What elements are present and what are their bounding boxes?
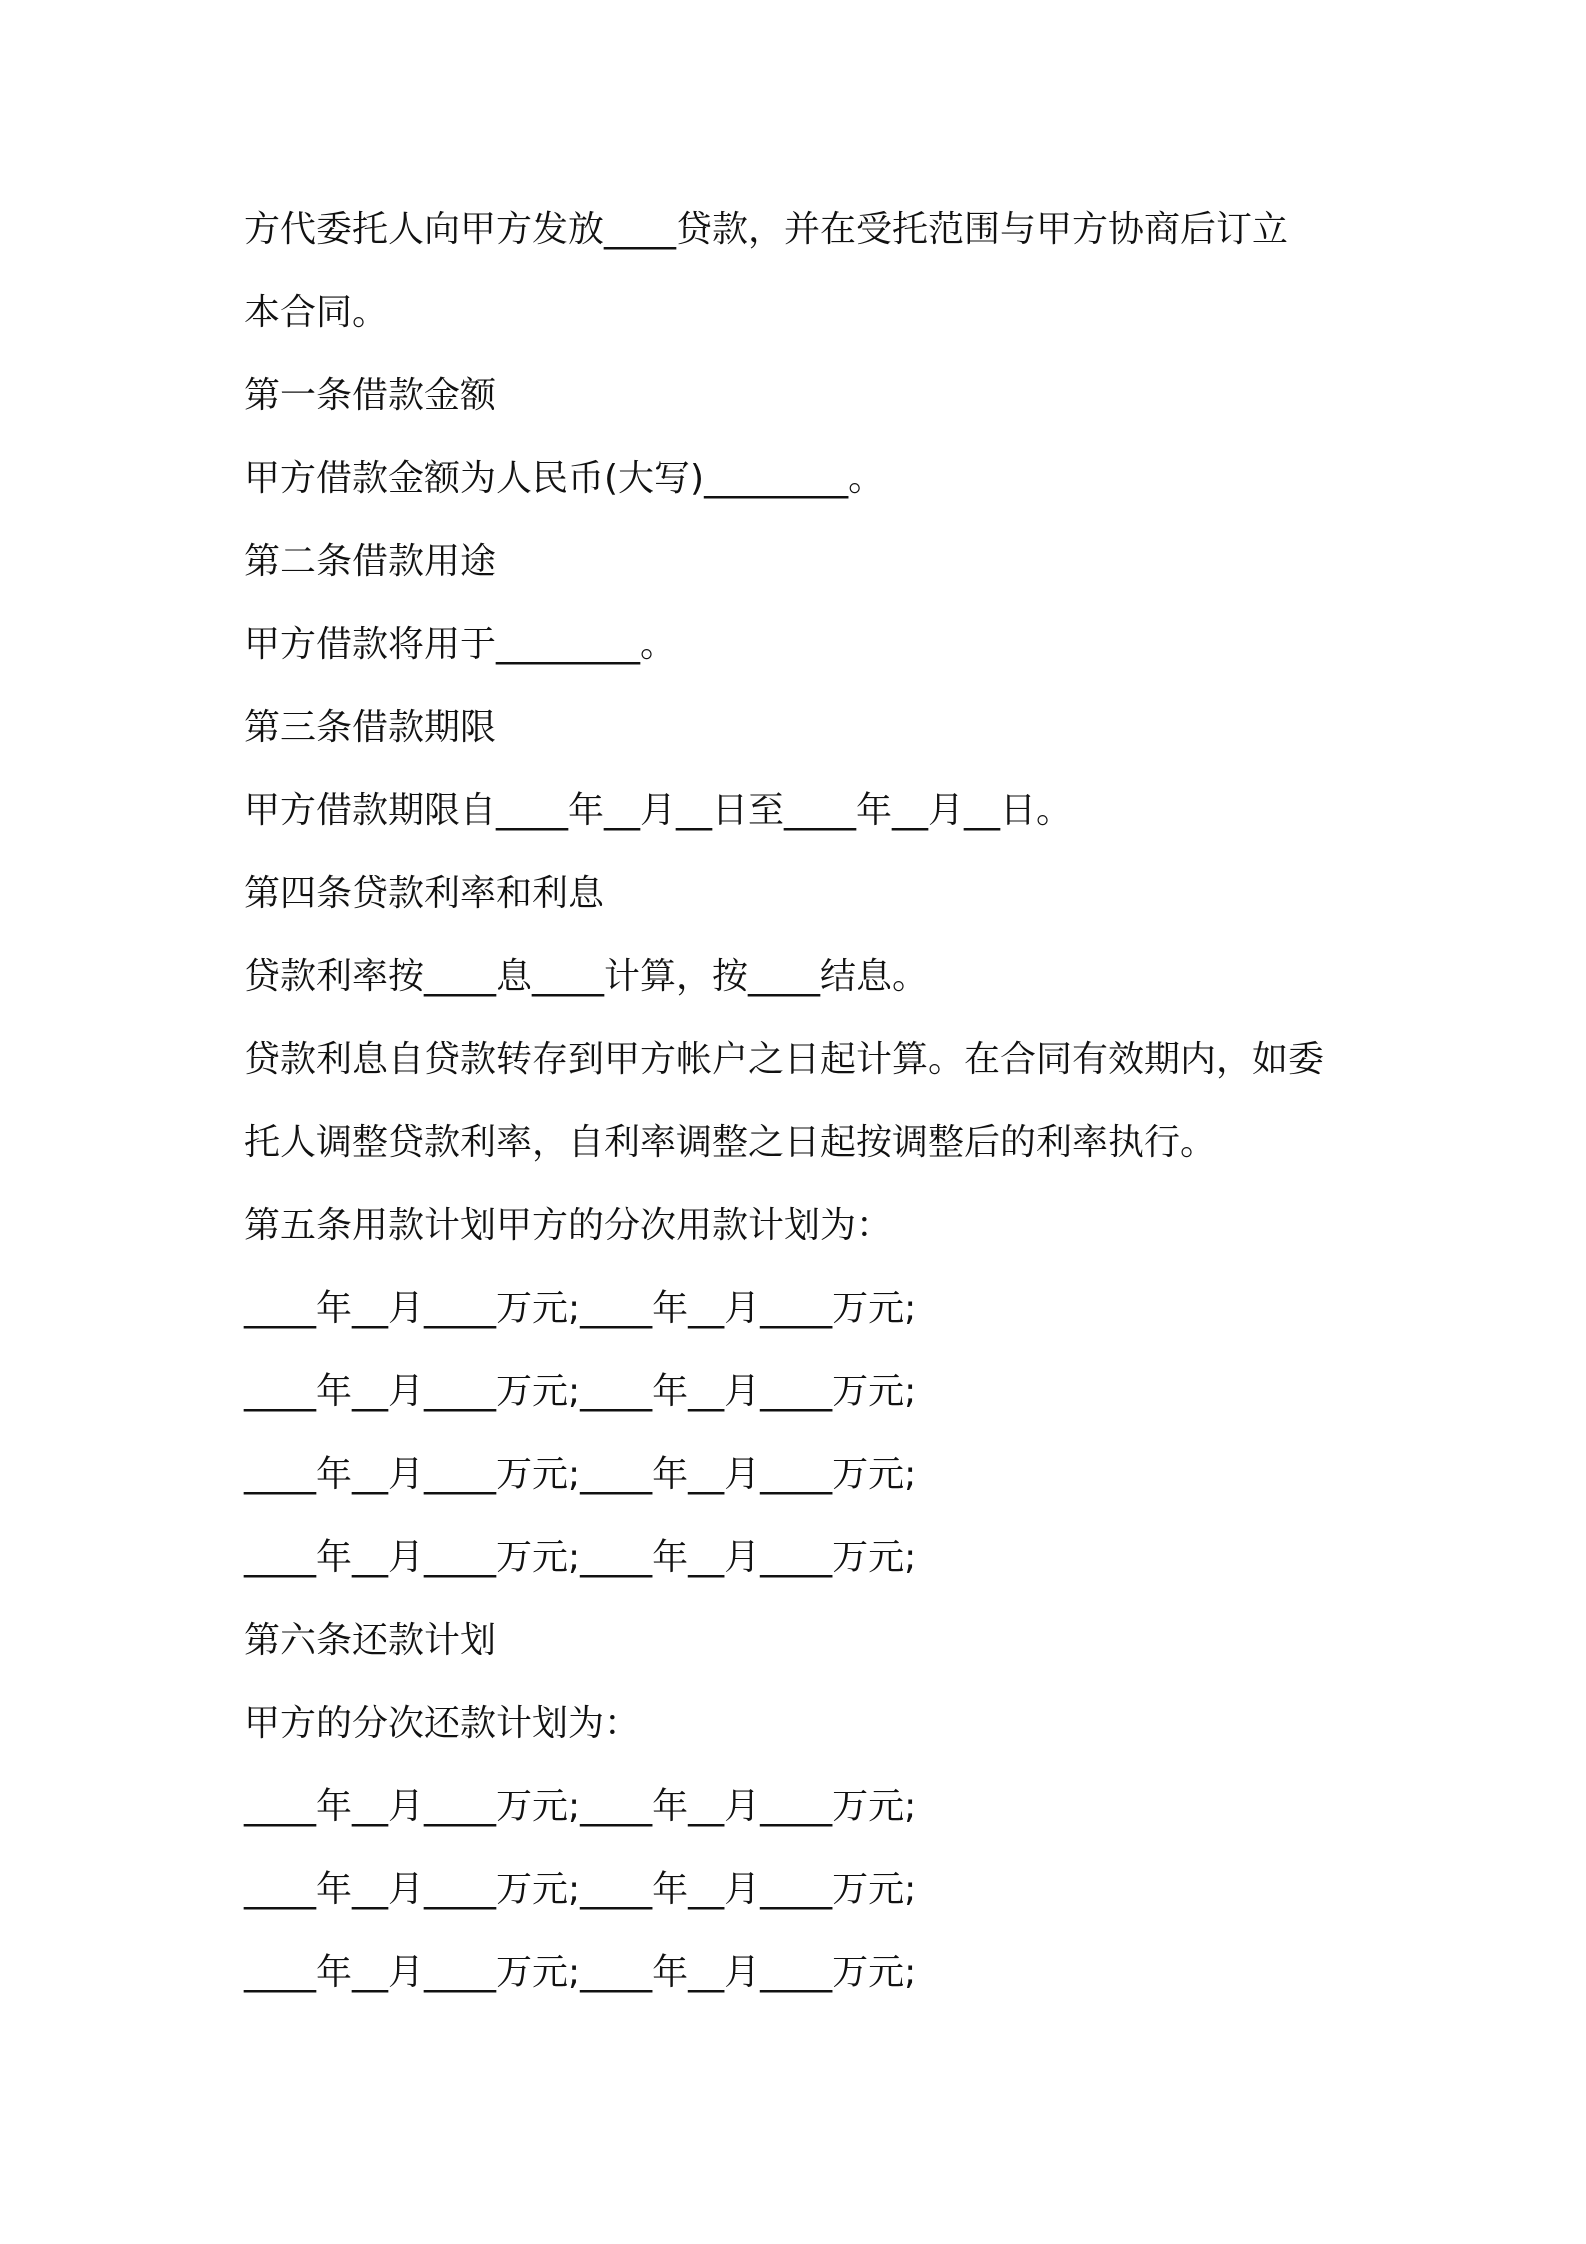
document-body [244,188,1354,2014]
paragraph-line: 甲方借款将用于________。 [244,624,677,665]
article-heading-2: 第二条借款用途 [244,541,497,582]
article-heading-6: 第六条还款计划 [244,1620,497,1661]
paragraph-line: 贷款利息自贷款转存到甲方帐户之日起计算。在合同有效期内，如委 [244,1039,1325,1080]
paragraph-line: 本合同。 [244,292,389,333]
schedule-line: ____年__月____万元;____年__月____万元; [244,1454,917,1495]
paragraph-line: 甲方借款金额为人民币(大写)________。 [244,458,885,499]
article-heading-1: 第一条借款金额 [244,375,497,416]
schedule-line: ____年__月____万元;____年__月____万元; [244,1537,917,1578]
paragraph-line: 方代委托人向甲方发放____贷款，并在受托范围与甲方协商后订立 [244,209,1289,250]
schedule-line: ____年__月____万元;____年__月____万元; [244,1869,917,1910]
schedule-line: ____年__月____万元;____年__月____万元; [244,1952,917,1993]
article-heading-4: 第四条贷款利率和利息 [244,873,605,914]
paragraph-line: 贷款利率按____息____计算，按____结息。 [244,956,929,997]
schedule-line: ____年__月____万元;____年__月____万元; [244,1288,917,1329]
paragraph-line: 甲方借款期限自____年__月__日至____年__月__日。 [244,790,1073,831]
article-heading-5: 第五条用款计划甲方的分次用款计划为： [244,1205,893,1246]
article-heading-3: 第三条借款期限 [244,707,497,748]
paragraph-line: 托人调整贷款利率，自利率调整之日起按调整后的利率执行。 [244,1122,1217,1163]
schedule-line: ____年__月____万元;____年__月____万元; [244,1786,917,1827]
schedule-line: ____年__月____万元;____年__月____万元; [244,1371,917,1412]
paragraph-line: 甲方的分次还款计划为： [244,1703,641,1744]
